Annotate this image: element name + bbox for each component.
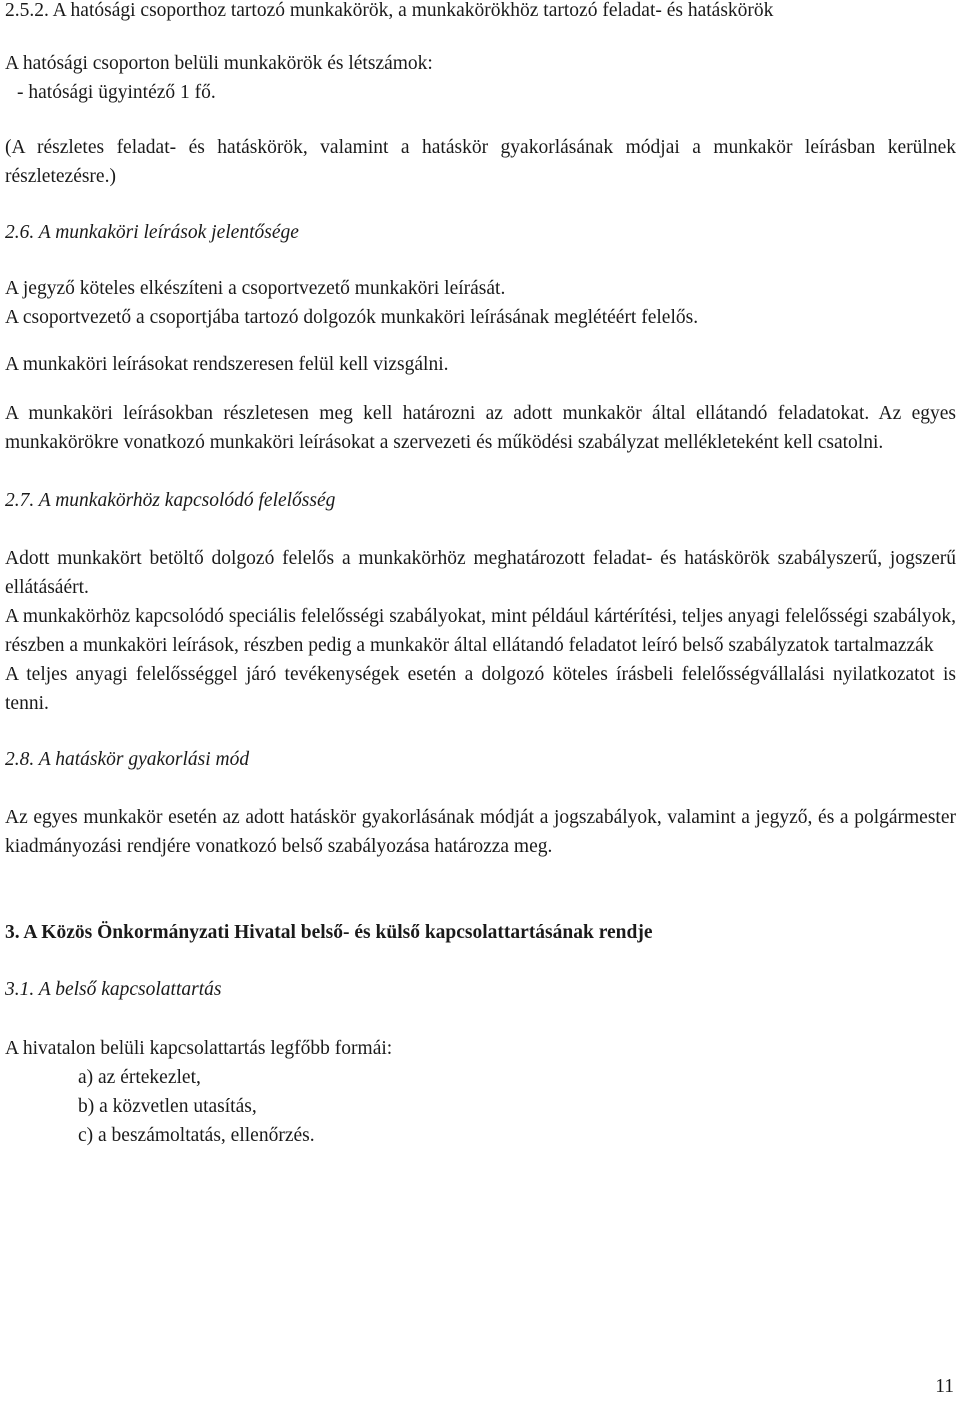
list-item: a) az értekezlet, — [78, 1067, 201, 1088]
list-item: c) a beszámoltatás, ellenőrzés. — [78, 1125, 315, 1146]
paragraph: A csoportvezető a csoportjába tartozó dolgozók munkaköri leírásának meglétéért felelős. — [5, 307, 699, 328]
paragraph: A teljes anyagi felelősséggel járó tevékenységek esetén a dolgozó köteles írásbeli felelősségvállalási nyilatkozatot is tenni. — [5, 664, 956, 714]
paragraph: A munkaköri leírásokat rendszeresen felül kell vizsgálni. — [5, 354, 449, 375]
section-heading-2-6: 2.6. A munkaköri leírások jelentősége — [5, 222, 299, 243]
paragraph: A hatósági csoporton belüli munkakörök és létszámok: — [5, 53, 433, 74]
chapter-heading-3: 3. A Közös Önkormányzati Hivatal belső- és külső kapcsolattartásának rendje — [5, 922, 653, 943]
paragraph: A jegyző köteles elkészíteni a csoportvezető munkaköri leírását. — [5, 278, 506, 299]
section-heading-3-1: 3.1. A belső kapcsolattartás — [5, 979, 222, 1000]
paragraph: Adott munkakört betöltő dolgozó felelős a munkakörhöz meghatározott feladat- és hatáskörök szabályszerű, jogszerű ellátásáért. — [5, 548, 956, 598]
paragraph: (A részletes feladat- és hatáskörök, valamint a hatáskör gyakorlásának módjai a munkakör leírásban kerülnek részletezésre.) — [5, 137, 956, 187]
paragraph: A munkakörhöz kapcsolódó speciális felelősségi szabályokat, mint például kártérítési, teljes anyagi felelősségi szabályok, részben a munkaköri leírások, részben pedig a munkakör által ellátandó feladatot leíró belső szabályzatok tartalmazzák — [5, 606, 956, 656]
list-item: - hatósági ügyintéző 1 fő. — [17, 82, 216, 103]
paragraph: A hivatalon belüli kapcsolattartás legfőbb formái: — [5, 1038, 393, 1059]
list-item: b) a közvetlen utasítás, — [78, 1096, 257, 1117]
paragraph: Az egyes munkakör esetén az adott hatáskör gyakorlásának módját a jogszabályok, valamint a jegyző, és a polgármester kiadmányozási rendjére vonatkozó belső szabályozása határozza meg. — [5, 807, 956, 857]
document-page — [5, 0, 956, 1150]
paragraph: A munkaköri leírásokban részletesen meg kell határozni az adott munkakör által ellátandó feladatokat. Az egyes munkakörökre vonatkozó munkaköri leírásokat a szervezeti és működési szabályzat mellékleteként kell csatolni. — [5, 403, 956, 453]
section-heading-2-5-2: 2.5.2. A hatósági csoporthoz tartozó munkakörök, a munkakörökhöz tartozó feladat- és hatáskörök — [5, 0, 774, 21]
section-heading-2-7: 2.7. A munkakörhöz kapcsolódó felelősség — [5, 490, 336, 511]
page-number: 11 — [935, 1376, 954, 1397]
section-heading-2-8: 2.8. A hatáskör gyakorlási mód — [5, 749, 250, 770]
